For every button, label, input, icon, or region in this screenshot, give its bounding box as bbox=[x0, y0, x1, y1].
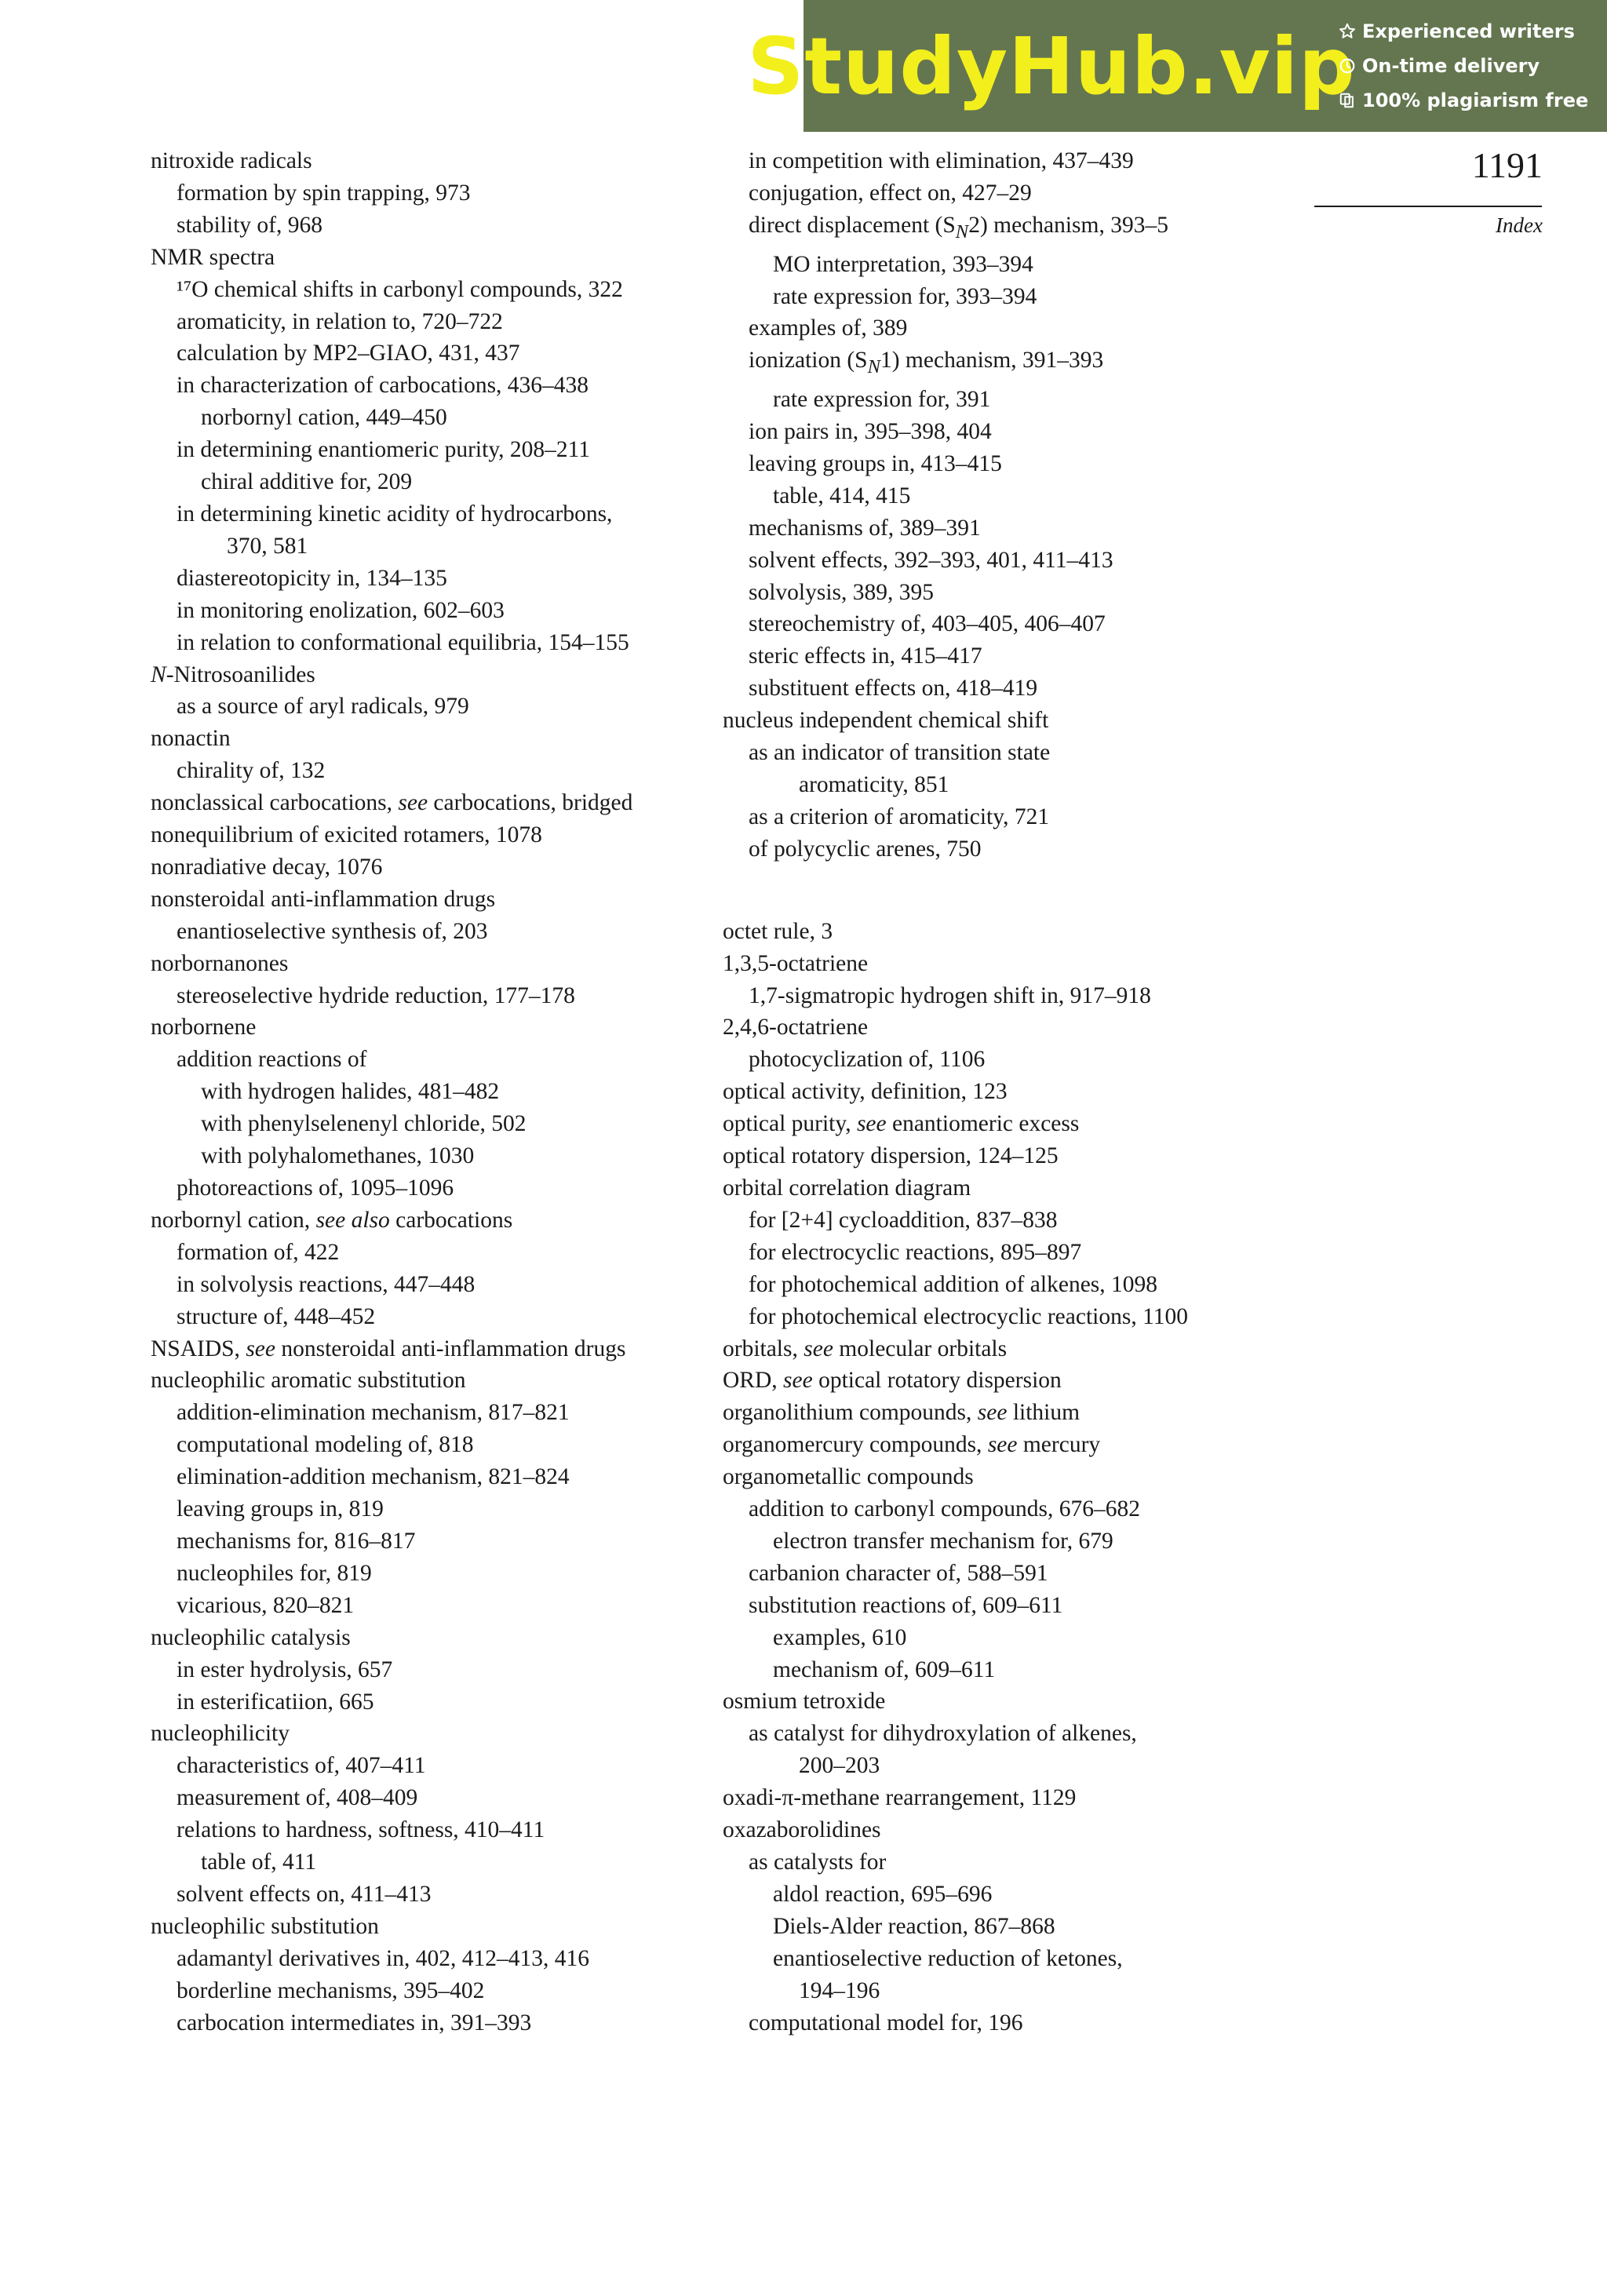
index-entry: stereochemistry of, 403–405, 406–407 bbox=[749, 611, 1106, 637]
index-entry: measurement of, 408–409 bbox=[177, 1785, 418, 1811]
index-entry: borderline mechanisms, 395–402 bbox=[177, 1977, 485, 2003]
feature-item bbox=[1339, 55, 1588, 77]
index-entry: addition reactions of bbox=[177, 1047, 367, 1073]
index-entry: 2,4,6-octatriene bbox=[723, 1015, 869, 1040]
index-entry: orbital correlation diagram bbox=[723, 1175, 971, 1201]
index-entry: as catalysts for bbox=[749, 1850, 887, 1875]
index-entry: chirality of, 132 bbox=[177, 758, 326, 784]
index-entry: electron transfer mechanism for, 679 bbox=[773, 1528, 1113, 1554]
index-entry: norbornanones bbox=[151, 950, 289, 976]
index-entry: for electrocyclic reactions, 895–897 bbox=[749, 1239, 1082, 1265]
index-entry: solvent effects on, 411–413 bbox=[177, 1881, 432, 1907]
index-entry: relations to hardness, softness, 410–411 bbox=[177, 1817, 545, 1843]
feature-label: 100% plagiarism free bbox=[1362, 89, 1589, 111]
brand-logo: StudyHub.vip bbox=[747, 20, 1356, 112]
index-entry: nonclassical carbocations, see carbocations, bridged bbox=[151, 790, 633, 816]
index-entry: optical rotatory dispersion, 124–125 bbox=[723, 1143, 1059, 1169]
index-entry: nucleophilic catalysis bbox=[151, 1624, 351, 1650]
index-entry: stability of, 968 bbox=[177, 212, 323, 238]
index-entry: ORD, see optical rotatory dispersion bbox=[723, 1368, 1062, 1394]
index-entry: nucleophilic substitution bbox=[151, 1913, 379, 1939]
index-entry: stereoselective hydride reduction, 177–178 bbox=[177, 982, 575, 1008]
index-entry: osmium tetroxide bbox=[723, 1689, 886, 1715]
section-label: Index bbox=[1496, 213, 1543, 237]
index-entry: ionization $(S_N1)$ mechanism, 391–393 bbox=[749, 348, 1104, 378]
index-entry: optical purity, see enantiomeric excess bbox=[723, 1111, 1080, 1137]
feature-list bbox=[1339, 20, 1588, 111]
index-entry: photocyclization of, 1106 bbox=[749, 1047, 986, 1073]
index-entry: carbocation intermediates in, 391–393 bbox=[177, 2010, 532, 2035]
index-entry: of polycyclic arenes, 750 bbox=[749, 836, 982, 862]
index-entry: orbitals, see molecular orbitals bbox=[723, 1336, 1008, 1361]
index-entry: in solvolysis reactions, 447–448 bbox=[177, 1271, 476, 1297]
index-entry: addition to carbonyl compounds, 676–682 bbox=[749, 1496, 1140, 1522]
index-entry: with polyhalomethanes, 1030 bbox=[201, 1143, 475, 1169]
index-entry: for photochemical addition of alkenes, 1098 bbox=[749, 1271, 1158, 1297]
index-entry: Diels-Alder reaction, 867–868 bbox=[773, 1913, 1055, 1939]
index-entry: adamantyl derivatives in, 402, 412–413, 416 bbox=[177, 1945, 589, 1971]
index-entry: elimination-addition mechanism, 821–824 bbox=[177, 1464, 570, 1490]
index-entry: solvent effects, 392–393, 401, 411–413 bbox=[749, 547, 1113, 573]
index-entry: oxazaborolidines bbox=[723, 1817, 881, 1843]
index-entry: organomercury compounds, see mercury bbox=[723, 1432, 1101, 1458]
index-entry: leaving groups in, 413–415 bbox=[749, 450, 1002, 476]
feature-label: On-time delivery bbox=[1362, 55, 1540, 77]
index-entry: ¹⁷O chemical shifts in carbonyl compounds, 322 bbox=[177, 276, 623, 302]
star-icon bbox=[1339, 23, 1356, 40]
index-entry: with hydrogen halides, 481–482 bbox=[201, 1079, 500, 1105]
index-entry: steric effects in, 415–417 bbox=[749, 643, 982, 669]
index-entry: enantioselective reduction of ketones, bbox=[773, 1945, 1123, 1971]
index-entry: structure of, 448–452 bbox=[177, 1303, 376, 1329]
index-entry: nucleus independent chemical shift bbox=[723, 708, 1049, 734]
index-entry: nucleophilic aromatic substitution bbox=[151, 1368, 466, 1394]
index-entry: in determining enantiomeric purity, 208–211 bbox=[177, 437, 591, 463]
index-entry: NMR spectra bbox=[151, 244, 275, 270]
promo-banner[interactable] bbox=[747, 0, 1607, 132]
index-entry: as a criterion of aromaticity, 721 bbox=[749, 804, 1050, 829]
index-entry: enantioselective synthesis of, 203 bbox=[177, 918, 488, 944]
feature-item bbox=[1339, 20, 1588, 42]
index-entry: examples of, 389 bbox=[749, 315, 908, 341]
index-entry: nonequilibrium of exicited rotamers, 1078 bbox=[151, 822, 542, 848]
index-entry: substituent effects on, 418–419 bbox=[749, 676, 1038, 702]
index-entry: 370, 581 bbox=[227, 533, 308, 559]
index-entry: in characterization of carbocations, 436–438 bbox=[177, 373, 589, 399]
page-number: 1191 bbox=[1471, 145, 1543, 185]
index-entry: photoreactions of, 1095–1096 bbox=[177, 1175, 454, 1201]
header-rule bbox=[1314, 206, 1542, 207]
index-entry: vicarious, 820–821 bbox=[177, 1592, 355, 1618]
index-entry: substitution reactions of, 609–611 bbox=[749, 1592, 1063, 1618]
index-entry: MO interpretation, 393–394 bbox=[773, 251, 1033, 277]
index-entry: organometallic compounds bbox=[723, 1464, 974, 1490]
index-entry: organolithium compounds, see lithium bbox=[723, 1400, 1080, 1426]
index-entry: 1,7-sigmatropic hydrogen shift in, 917–918 bbox=[749, 982, 1151, 1008]
index-entry: oxadi-π-methane rearrangement, 1129 bbox=[723, 1785, 1077, 1811]
index-entry: direct displacement $(S_N2)$ mechanism, 393–5 bbox=[749, 212, 1168, 242]
index-entry: nucleophilicity bbox=[151, 1721, 290, 1747]
index-entry: optical activity, definition, 123 bbox=[723, 1079, 1008, 1105]
index-entry: addition-elimination mechanism, 817–821 bbox=[177, 1400, 570, 1426]
section-gap bbox=[723, 866, 1288, 916]
index-entry: norbornyl cation, 449–450 bbox=[201, 405, 447, 431]
index-entry: aldol reaction, 695–696 bbox=[773, 1881, 993, 1907]
index-entry: chiral additive for, 209 bbox=[201, 469, 413, 495]
index-entry: mechanism of, 609–611 bbox=[773, 1656, 996, 1682]
index-entry: in competition with elimination, 437–439 bbox=[749, 148, 1134, 173]
index-entry: nonsteroidal anti-inflammation drugs bbox=[151, 886, 496, 912]
clock-icon bbox=[1339, 57, 1356, 75]
index-entry: octet rule, 3 bbox=[723, 918, 833, 944]
index-entry: aromaticity, in relation to, 720–722 bbox=[177, 308, 503, 334]
document-copy-icon bbox=[1339, 92, 1356, 109]
index-entry: NSAIDS, see nonsteroidal anti-inflammation drugs bbox=[151, 1336, 626, 1361]
index-entry: 1,3,5-octatriene bbox=[723, 950, 869, 976]
index-entry: aromaticity, 851 bbox=[799, 772, 949, 797]
index-entry: ion pairs in, 395–398, 404 bbox=[749, 419, 992, 445]
index-entry: norbornene bbox=[151, 1015, 257, 1040]
index-entry: characteristics of, 407–411 bbox=[177, 1753, 426, 1779]
index-entry: for photochemical electrocyclic reactions, 1100 bbox=[749, 1303, 1188, 1329]
index-entry: table, 414, 415 bbox=[773, 483, 911, 508]
feature-item bbox=[1339, 89, 1588, 111]
index-entry: in relation to conformational equilibria, 154–155 bbox=[177, 629, 629, 655]
index-entry: computational modeling of, 818 bbox=[177, 1432, 474, 1458]
index-entry: formation by spin trapping, 973 bbox=[177, 180, 471, 206]
index-entry: N-Nitrosoanilides bbox=[151, 661, 315, 687]
index-column-left bbox=[151, 145, 700, 2039]
feature-label: Experienced writers bbox=[1362, 20, 1575, 42]
index-entry: solvolysis, 389, 395 bbox=[749, 579, 935, 605]
index-entry: nucleophiles for, 819 bbox=[177, 1560, 372, 1586]
index-entry: diastereotopicity in, 134–135 bbox=[177, 565, 447, 591]
index-entry: norbornyl cation, see also carbocations bbox=[151, 1207, 513, 1233]
index-entry: in monitoring enolization, 602–603 bbox=[177, 597, 505, 623]
index-entry: mechanisms of, 389–391 bbox=[749, 515, 981, 541]
index-entry: mechanisms for, 816–817 bbox=[177, 1528, 416, 1554]
index-entry: nitroxide radicals bbox=[151, 148, 312, 173]
index-entry: as an indicator of transition state bbox=[749, 740, 1051, 766]
index-entry: for [2+4] cycloaddition, 837–838 bbox=[749, 1207, 1058, 1233]
index-entry: leaving groups in, 819 bbox=[177, 1496, 384, 1522]
index-entry: examples, 610 bbox=[773, 1624, 907, 1650]
index-entry: nonradiative decay, 1076 bbox=[151, 854, 383, 880]
index-entry: table of, 411 bbox=[201, 1850, 317, 1875]
index-entry: in ester hydrolysis, 657 bbox=[177, 1656, 393, 1682]
index-entry: computational model for, 196 bbox=[749, 2010, 1023, 2035]
index-entry: nonactin bbox=[151, 726, 231, 752]
index-entry: rate expression for, 391 bbox=[773, 387, 991, 413]
index-entry: calculation by MP2–GIAO, 431, 437 bbox=[177, 341, 520, 366]
index-entry: formation of, 422 bbox=[177, 1239, 340, 1265]
index-entry: 194–196 bbox=[799, 1977, 880, 2003]
index-entry: in esterificatiion, 665 bbox=[177, 1689, 374, 1715]
index-entry: 200–203 bbox=[799, 1753, 880, 1779]
index-entry: with phenylselenenyl chloride, 502 bbox=[201, 1111, 527, 1137]
index-entry: in determining kinetic acidity of hydrocarbons, bbox=[177, 501, 613, 527]
index-entry: as catalyst for dihydroxylation of alkenes, bbox=[749, 1721, 1137, 1747]
index-entry: rate expression for, 393–394 bbox=[773, 283, 1037, 309]
index-column-right bbox=[723, 145, 1288, 2039]
index-entry: carbanion character of, 588–591 bbox=[749, 1560, 1048, 1586]
index-entry: as a source of aryl radicals, 979 bbox=[177, 694, 469, 720]
index-entry: conjugation, effect on, 427–29 bbox=[749, 180, 1032, 206]
